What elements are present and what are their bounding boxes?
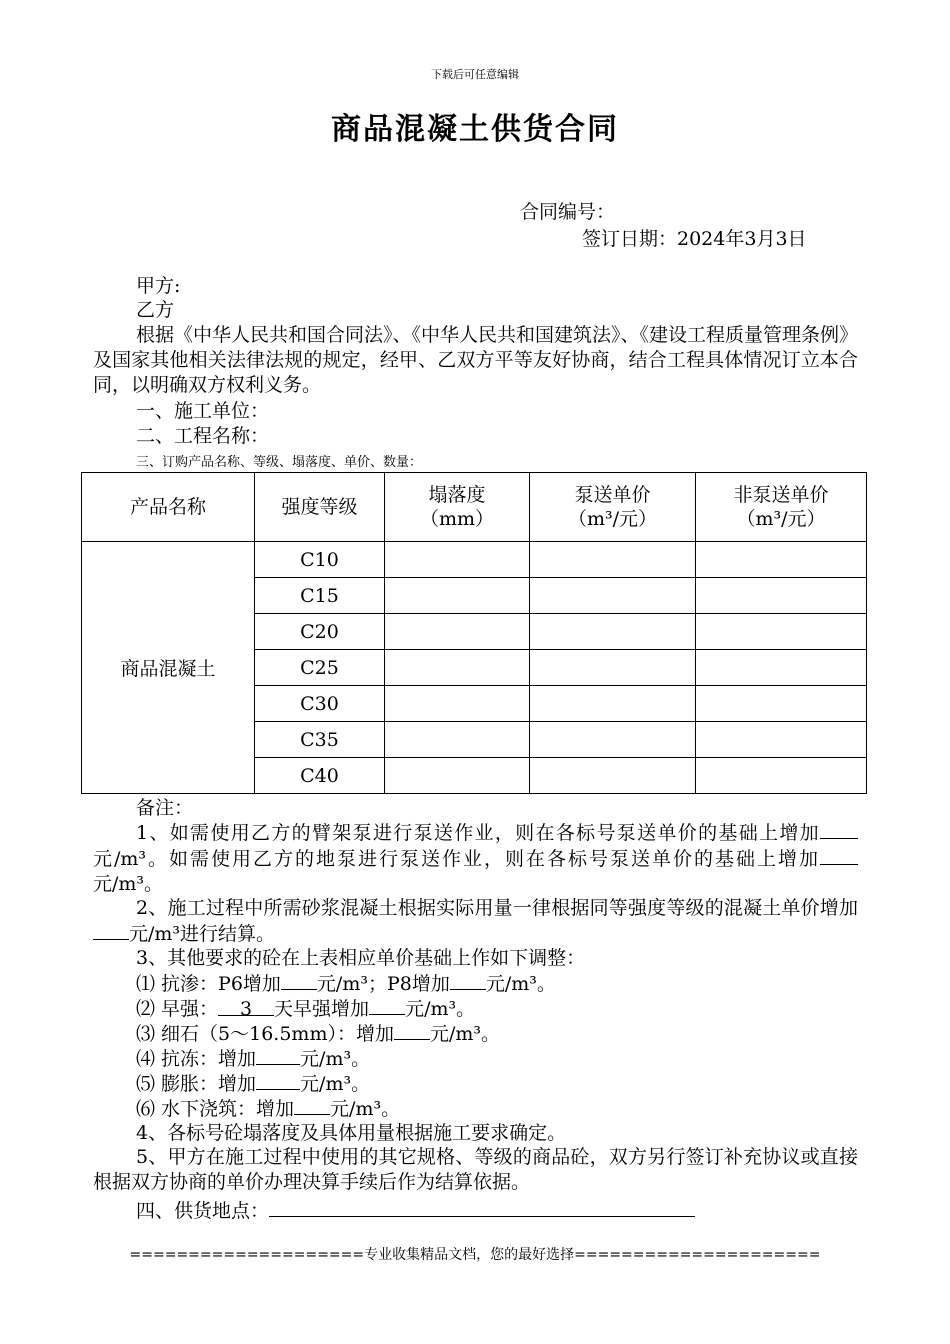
note-1-text-b: 元/m³。如需使用乙方的地泵进行泵送作业，则在各标号泵送单价的基础上增加	[93, 848, 820, 870]
note-3-item-2	[136, 996, 475, 1021]
note-3: 3、其他要求的砼在上表相应单价基础上作如下调整：	[136, 947, 586, 969]
header-product-name: 产品名称	[82, 473, 255, 542]
header-nonpump-price	[696, 473, 867, 542]
supply-location-label: 四、供货地点：	[136, 1200, 270, 1222]
note-5: 5、甲方在施工过程中使用的其它规格、等级的商品砼，双方另行签订补充协议或直接根据双方协商的单价办理决算手续后作为结算依据。	[93, 1146, 858, 1193]
fill-blank	[450, 971, 486, 990]
slump-cell	[385, 542, 530, 578]
product-name-cell: 商品混凝土	[82, 542, 255, 794]
note-3-1-text-c: 元/m³。	[485, 973, 556, 995]
slump-cell	[385, 722, 530, 758]
slump-cell	[385, 758, 530, 794]
product-price-table	[81, 472, 867, 794]
fill-blank	[294, 1096, 330, 1115]
note-2	[93, 896, 858, 947]
grade-cell: C40	[255, 758, 385, 794]
header-pump-label: 泵送单价	[574, 484, 651, 506]
early-strength-days: 3	[218, 997, 274, 1016]
slump-cell	[385, 686, 530, 722]
note-2-text-a: 2、施工过程中所需砂浆混凝土根据实际用量一律根据同等强度等级的混凝土单价增加	[136, 897, 858, 919]
slump-cell	[385, 578, 530, 614]
footer-banner: ====================专业收集精品文档，您的最好选择=====================	[129, 1247, 821, 1263]
contract-number-label: 合同编号：	[520, 201, 616, 223]
note-3-item-5	[136, 1071, 370, 1096]
header-nonpump-unit: （m³/元）	[736, 508, 826, 530]
note-3-item-6	[136, 1096, 400, 1121]
nonpump-price-cell	[696, 614, 867, 650]
note-3-4-text-b: 元/m³。	[300, 1048, 371, 1070]
note-3-2-text-c: 元/m³。	[405, 998, 476, 1020]
nonpump-price-cell	[696, 542, 867, 578]
fill-blank	[369, 996, 405, 1015]
fill-blank	[820, 820, 858, 839]
note-3-2-text-b: 天早强增加	[274, 998, 370, 1020]
grade-cell: C25	[255, 650, 385, 686]
sign-date: 签订日期：2024年3月3日	[582, 228, 807, 250]
note-3-item-1	[136, 971, 556, 996]
note-3-1-text-b: 元/m³；P8增加	[316, 973, 450, 995]
grade-cell: C30	[255, 686, 385, 722]
note-3-5-text-a: ⑸ 膨胀：增加	[136, 1073, 257, 1095]
fill-blank	[256, 1071, 300, 1090]
nonpump-price-cell	[696, 722, 867, 758]
note-1-text-a: 1、如需使用乙方的臂架泵进行泵送作业，则在各标号泵送单价的基础上增加	[136, 822, 820, 844]
note-3-6-text-a: ⑹ 水下浇筑：增加	[136, 1098, 295, 1120]
supply-location-blank	[269, 1196, 695, 1217]
note-3-5-text-b: 元/m³。	[300, 1073, 371, 1095]
grade-cell: C10	[255, 542, 385, 578]
note-4: 4、各标号砼塌落度及具体用量根据施工要求确定。	[136, 1122, 567, 1144]
slump-cell	[385, 614, 530, 650]
pump-price-cell	[530, 722, 696, 758]
note-3-2-text-a: ⑵ 早强：	[136, 998, 219, 1020]
pump-price-cell	[530, 686, 696, 722]
grade-cell: C20	[255, 614, 385, 650]
pump-price-cell	[530, 542, 696, 578]
nonpump-price-cell	[696, 686, 867, 722]
table-header-row	[82, 473, 867, 542]
pump-price-cell	[530, 758, 696, 794]
header-pump-price	[530, 473, 696, 542]
grade-cell: C35	[255, 722, 385, 758]
fill-blank	[281, 971, 317, 990]
section-construction-unit: 一、施工单位：	[136, 400, 270, 422]
pump-price-cell	[530, 578, 696, 614]
note-3-3-text-a: ⑶ 细石（5～16.5mm）：增加	[136, 1023, 394, 1045]
header-grade: 强度等级	[255, 473, 385, 542]
nonpump-price-cell	[696, 578, 867, 614]
fill-blank	[93, 921, 129, 940]
header-nonpump-label: 非泵送单价	[733, 484, 829, 506]
intro-paragraph: 根据《中华人民共和国合同法》、《中华人民共和国建筑法》、《建设工程质量管理条例》及国家其他相关法律法规的规定，经甲、乙双方平等友好协商，结合工程具体情况订立本合同，以明确双方权利义务。	[93, 324, 859, 396]
note-3-4-text-a: ⑷ 抗冻：增加	[136, 1048, 257, 1070]
nonpump-price-cell	[696, 758, 867, 794]
section-order-products: 三、订购产品名称、等级、塌落度、单价、数量：	[136, 455, 423, 470]
party-a-label: 甲方:	[136, 275, 181, 297]
note-3-item-4	[136, 1046, 370, 1071]
fill-blank	[394, 1021, 430, 1040]
note-3-item-3	[136, 1021, 500, 1046]
pump-price-cell	[530, 614, 696, 650]
header-slump-unit: （mm）	[419, 508, 495, 530]
header-slump	[385, 473, 530, 542]
party-b-label: 乙方	[136, 299, 175, 321]
note-1-text-c: 元/m³。	[93, 873, 164, 895]
note-3-6-text-b: 元/m³。	[330, 1098, 401, 1120]
slump-cell	[385, 650, 530, 686]
fill-blank	[256, 1046, 300, 1065]
note-1	[93, 820, 858, 897]
fill-blank	[820, 846, 858, 865]
top-note: 下载后可任意编辑	[431, 68, 519, 81]
document-title: 商品混凝土供货合同	[331, 112, 619, 147]
notes-label: 备注：	[136, 797, 194, 819]
note-3-3-text-b: 元/m³。	[429, 1023, 501, 1045]
grade-cell: C15	[255, 578, 385, 614]
pump-price-cell	[530, 650, 696, 686]
section-project-name: 二、工程名称：	[136, 425, 270, 447]
supply-location	[136, 1196, 695, 1223]
note-2-text-b: 元/m³进行结算。	[129, 923, 276, 945]
note-3-1-text-a: ⑴ 抗渗：P6增加	[136, 973, 281, 995]
table-row	[82, 542, 867, 578]
header-slump-label: 塌落度	[428, 484, 486, 506]
header-pump-unit: （m³/元）	[567, 508, 658, 530]
nonpump-price-cell	[696, 650, 867, 686]
